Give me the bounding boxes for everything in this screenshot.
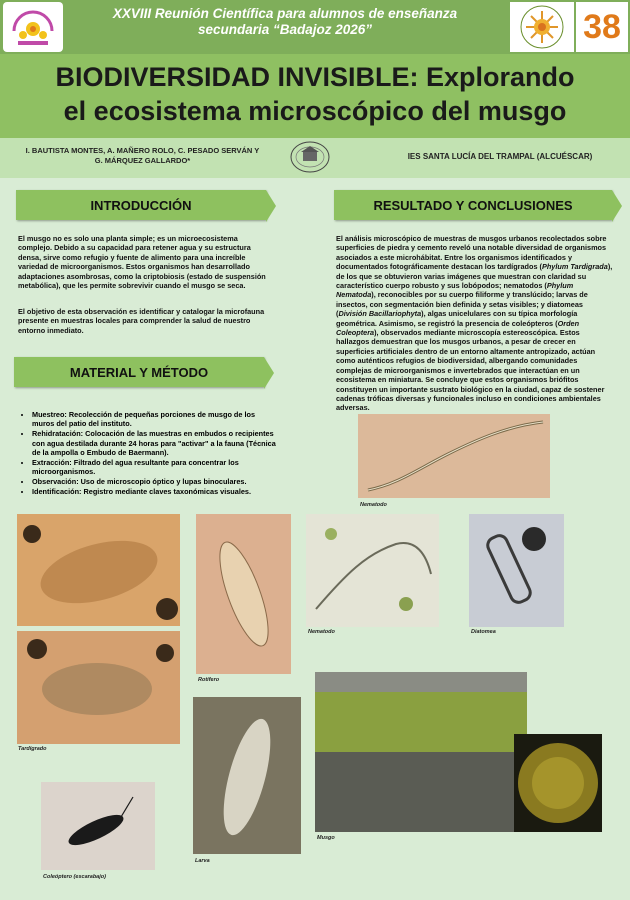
school-sun-logo — [510, 2, 574, 52]
tardigrade-photo-1 — [17, 514, 180, 626]
section-metodo-header: MATERIAL Y MÉTODO — [14, 357, 264, 387]
poster-title — [10, 60, 620, 128]
methods-item: • Muestreo: Recolección de pequeñas porciones de musgo de los muros del patio del instituto. — [32, 410, 278, 429]
taxon-name: Phylum Tardigrada — [541, 262, 608, 272]
nematode-photo-small — [306, 514, 439, 627]
results-text: ), reconocibles por su cuerpo filiforme y translúcido; larvas de insectos, con segmentación bien definida y setas visibles; y diatomeas ( — [336, 290, 588, 319]
methods-list — [20, 410, 278, 497]
caption-nematodo: Nematodo — [308, 629, 335, 635]
authors — [20, 146, 265, 166]
methods-item: • Observación: Uso de microscopio óptico y lupas binoculares. — [32, 477, 278, 486]
intro-paragraph-1: El musgo no es solo una planta simple; es un microecosistema complejo. Debido a su capacidad para retener agua y su estructura densa, sirve como refugio y fuente de alimento para una increíble variedad de microorganismos. Estos organismos han desarrollado adaptaciones asombrosas, como la criptobiosis (estado de suspensión metabólica), que les permite sobrevivir cuando el musgo se seca. — [18, 234, 266, 291]
conference-title-line1: XXVIII Reunión Científica para alumnos de enseñanza — [112, 6, 458, 21]
conference-logo — [3, 2, 63, 52]
results-text: El análisis microscópico de muestras de musgos urbanos recolectados sobre superficies de piedra y cemento reveló una notable diversidad de organismos asociados a este microhábitat. Entre los organismos identificados y documentados fotográficamente destacan los tardígrados ( — [336, 234, 607, 272]
poster-title-line1: BIODIVERSIDAD INVISIBLE: Explorando — [55, 62, 575, 92]
intro-paragraph-2: El objetivo de esta observación es identificar y catalogar la microfauna presente en muestras locales para comprender la salud de nuestro entorno inmediato. — [18, 307, 265, 335]
moss-wall-photo — [315, 672, 527, 832]
school-name: IES SANTA LUCÍA DEL TRAMPAL (ALCUÉSCAR) — [407, 152, 593, 161]
conference-title-line2: secundaria “Badajoz 2026” — [197, 22, 373, 37]
taxon-name: Phylum Nematoda — [336, 281, 574, 300]
caption-rotifero: Rotífero — [198, 677, 220, 683]
authors-line2: G. MÁRQUEZ GALLARDO* — [94, 156, 191, 165]
poster-title-line2: el ecosistema microscópico del musgo — [63, 96, 567, 126]
methods-item: • Identificación: Registro mediante claves taxonómicas visuales. — [32, 487, 278, 496]
school-seal-logo — [288, 139, 332, 175]
caption-larva: Larva — [195, 858, 210, 864]
authors-line1: I. BAUTISTA MONTES, A. MAÑERO ROLO, C. PESADO SERVÁN Y — [25, 146, 260, 155]
caption-diatomea: Diatomea — [471, 629, 496, 635]
poster-number: 38 — [576, 2, 628, 52]
methods-item: • Extracción: Filtrado del agua resultante para concentrar los microorganismos. — [32, 458, 278, 477]
section-introduccion-header: INTRODUCCIÓN — [16, 190, 266, 220]
larva-photo — [193, 697, 301, 854]
caption-nematodo-top: Nematodo — [360, 502, 387, 508]
results-text: ), algas unicelulares con su típica morfología geométrica. Asimismo, se registró la presencia de coleópteros ( — [336, 309, 578, 328]
conference-title — [70, 6, 500, 38]
diatom-photo — [469, 514, 564, 627]
methods-item: • Rehidratación: Colocación de las muestras en embudos o recipientes con agua destilada durante 24 horas para "activar" a la fauna (Técnica de la ampolla o Embudo de Baermann). — [32, 429, 278, 457]
results-text: ), de los que se obtuvieron varias imágenes que muestran con claridad su característico cuerpo robusto y sus lobópodos; nematodos ( — [336, 262, 613, 291]
results-paragraph — [336, 234, 614, 413]
nematode-photo-large — [358, 414, 550, 498]
rotifer-photo — [196, 514, 291, 674]
caption-coleoptero: Coleóptero (escarabajo) — [43, 874, 106, 880]
caption-musgo: Musgo — [317, 835, 335, 841]
moss-closeup-photo — [514, 734, 602, 832]
results-text: ), observados mediante microscopía estereoscópica. Estos hallazgos demuestran que los musgos urbanos, a pesar de crecer en superficies artificiales dentro de un entorno altamente antropizado, actúan como auténticos refugios de biodiversidad, albergando comunidades complejas de microorganismos e invertebrados que interactúan en un ecosistema en miniatura. Se concluye que estos organismos briófitos constituyen un importante sustrato biológico en la ciudad, capaz de sostener cadenas tróficas diversas y funcionales incluso en condiciones ambientales adversas. — [336, 328, 605, 413]
taxon-name: Orden Coleoptera — [336, 318, 580, 338]
caption-tardigrado: Tardígrado — [18, 746, 47, 752]
beetle-photo — [41, 782, 155, 870]
tardigrade-photo-2 — [17, 631, 180, 744]
taxon-name: División Bacillariophyta — [338, 309, 422, 319]
section-resultados-header: RESULTADO Y CONCLUSIONES — [334, 190, 612, 220]
